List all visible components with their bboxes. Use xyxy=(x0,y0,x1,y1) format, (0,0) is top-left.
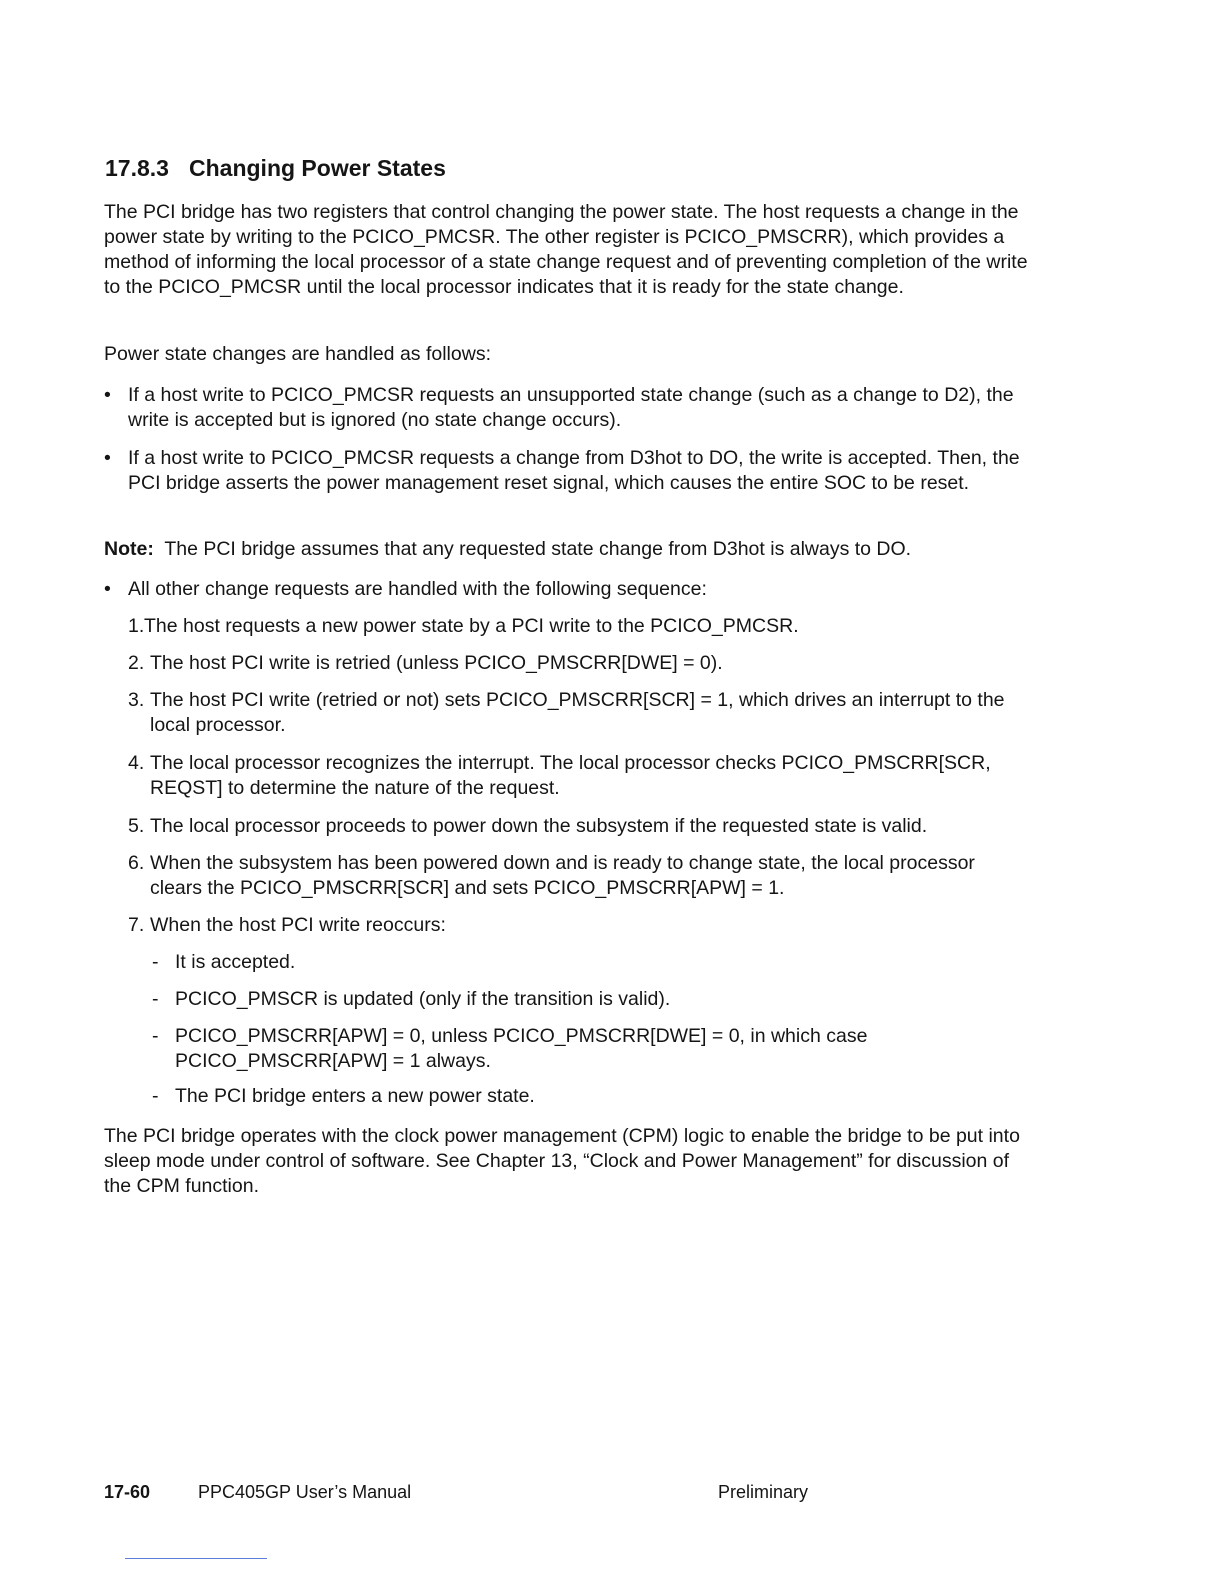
step-number: 2. xyxy=(128,652,145,674)
dash-glyph: - xyxy=(152,1025,159,1047)
footer-page-number: 17-60 xyxy=(104,1482,151,1502)
substep-text: PCICO_PMSCRR[APW] = 0, unless PCICO_PMSCRR[DWE] = 0, in which case PCICO_PMSCRR[APW] = 1 always. xyxy=(175,1025,868,1072)
step-text: When the subsystem has been powered down and is ready to change state, the local processor clears the PCICO_PMSCRR[SCR] and sets PCICO_PMSCRR[APW] = 1. xyxy=(150,852,975,899)
step-text: The host requests a new power state by a PCI write to the PCICO_PMCSR. xyxy=(144,615,799,637)
section-heading xyxy=(105,155,446,182)
substep-text: It is accepted. xyxy=(175,951,296,973)
step-number: 5. xyxy=(128,815,145,837)
bottom-divider xyxy=(125,1558,267,1559)
section-title: Changing Power States xyxy=(189,155,446,181)
closing-paragraph: The PCI bridge operates with the clock power management (CPM) logic to enable the bridge to be put into sleep mode under control of software. See Chapter 13, “Clock and Power Management” for discussion of the CPM function. xyxy=(104,1125,1020,1197)
bullet-text: If a host write to PCICO_PMCSR requests a change from D3hot to DO, the write is accepted. Then, the PCI bridge asserts the power management reset signal, which causes the entire SOC to be reset. xyxy=(128,447,1020,494)
note-paragraph xyxy=(104,537,1034,562)
footer-manual-title: PPC405GP User’s Manual xyxy=(198,1482,412,1502)
section-number: 17.8.3 xyxy=(105,155,169,181)
step-text: The local processor recognizes the interrupt. The local processor checks PCICO_PMSCRR[SCR, REQST] to determine the nature of the request. xyxy=(150,752,991,799)
step-number: 1. xyxy=(128,615,145,637)
substep-text: The PCI bridge enters a new power state. xyxy=(175,1085,535,1107)
substep-text: PCICO_PMSCR is updated (only if the transition is valid). xyxy=(175,988,671,1010)
note-text: The PCI bridge assumes that any requested state change from D3hot is always to DO. xyxy=(164,538,912,560)
bullet-glyph: • xyxy=(104,578,111,600)
step-text: The host PCI write (retried or not) sets PCICO_PMSCRR[SCR] = 1, which drives an interrupt to the local processor. xyxy=(150,689,1005,736)
bullet-glyph: • xyxy=(104,384,111,406)
dash-glyph: - xyxy=(152,988,159,1010)
step-number: 4. xyxy=(128,752,145,774)
intro-paragraph: The PCI bridge has two registers that control changing the power state. The host requests a change in the power state by writing to the PCICO_PMCSR. The other register is PCICO_PMSCRR), which provides a method of informing the local processor of a state change request and of preventing completion of the write to the PCICO_PMCSR until the local processor indicates that it is ready for the state change. xyxy=(104,201,1028,298)
step-number: 6. xyxy=(128,852,145,874)
step-text: The local processor proceeds to power down the subsystem if the requested state is valid. xyxy=(150,815,928,837)
step-number: 3. xyxy=(128,689,145,711)
bullet-text: If a host write to PCICO_PMCSR requests an unsupported state change (such as a change to D2), the write is accepted but is ignored (no state change occurs). xyxy=(128,384,1014,431)
dash-glyph: - xyxy=(152,1085,159,1107)
step-number: 7. xyxy=(128,914,145,936)
step-text: The host PCI write is retried (unless PCICO_PMSCRR[DWE] = 0). xyxy=(150,652,723,674)
bullet-glyph: • xyxy=(104,447,111,469)
bullet-text: All other change requests are handled with the following sequence: xyxy=(128,578,707,600)
dash-glyph: - xyxy=(152,951,159,973)
footer-status: Preliminary xyxy=(718,1482,809,1502)
note-label: Note: xyxy=(104,538,154,560)
lead-in-paragraph: Power state changes are handled as follows: xyxy=(104,343,491,365)
step-text: When the host PCI write reoccurs: xyxy=(150,914,446,936)
